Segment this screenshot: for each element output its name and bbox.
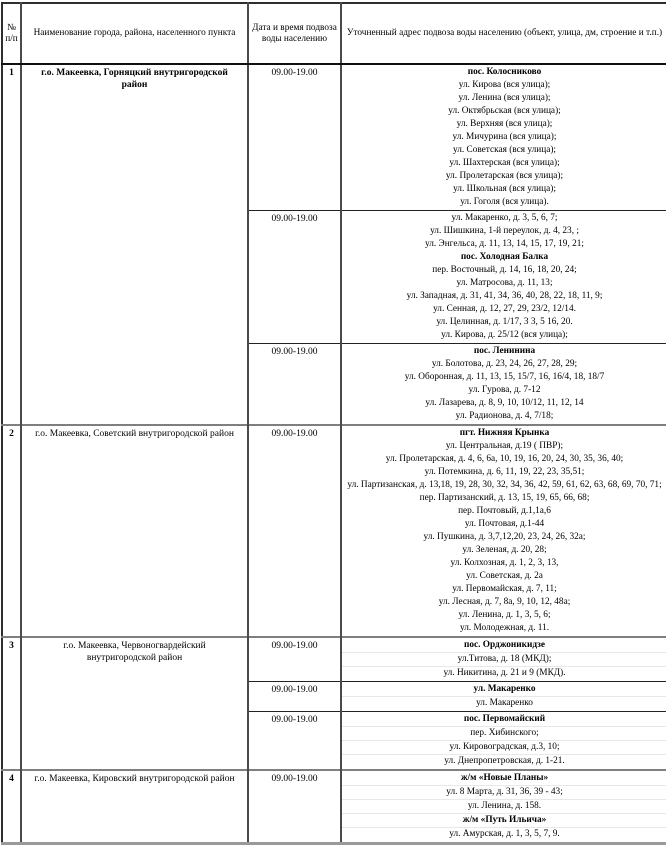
address-line — [342, 238, 666, 251]
table-row — [2, 637, 666, 682]
address-cell — [341, 64, 666, 211]
address-line — [342, 79, 666, 92]
address-line — [342, 264, 666, 277]
address-line — [342, 740, 666, 754]
address-text: ул. Никитина, д. 21 и 9 (МКД). — [443, 668, 566, 678]
address-line — [342, 440, 666, 453]
address-text: ул. Партизанская, д. 13,18, 19, 28, 30, 32, 34, 36, 42, 59, 61, 62, 63, 68, 69, 70, 71; — [347, 480, 662, 490]
address-text: ул. Шахтерская (вся улица); — [449, 158, 560, 168]
time-cell: 09.00-19.00 — [248, 211, 341, 344]
time-cell: 09.00-19.00 — [248, 637, 341, 682]
address-text: ул. Шишкина, 1-й переулок, д. 4, 23, ; — [430, 226, 579, 236]
address-line — [342, 277, 666, 290]
district-name-cell: г.о. Макеевка, Червоногвардейский внутригородской район — [21, 637, 248, 770]
table-body — [2, 64, 666, 844]
address-line — [342, 144, 666, 157]
address-text: ул. Кировоградская, д.3, 10; — [449, 742, 560, 752]
address-line — [342, 384, 666, 397]
address-text: ул. Пушкина, д. 3,7,12,20, 23, 24, 26, 32а; — [423, 532, 586, 542]
address-text: ул. Советская (вся улица); — [452, 145, 557, 155]
address-text: ул. Центральная, д.19 ( ПВР); — [445, 441, 564, 451]
address-line — [342, 196, 666, 209]
time-cell: 09.00-19.00 — [248, 712, 341, 771]
address-text: ул. Лесная, д. 7, 8а, 9, 10, 12, 48а; — [438, 597, 571, 607]
row-number-cell: 1 — [2, 64, 21, 425]
address-text: пос. Орджоникидзе — [463, 640, 546, 650]
row-number-cell: 4 — [2, 770, 21, 844]
address-line — [342, 157, 666, 170]
address-line — [342, 609, 666, 622]
time-cell: 09.00-19.00 — [248, 64, 341, 211]
address-line — [342, 531, 666, 544]
address-text: ул. Гоголя (вся улица). — [460, 197, 549, 207]
address-text: ж/м «Новые Планы» — [460, 773, 549, 783]
address-line — [342, 583, 666, 596]
address-text: ул.Титова, д. 18 (МКД); — [457, 654, 552, 664]
table-row — [2, 770, 666, 844]
address-text: ул. Ленина, д. 1, 3, 5, 6; — [458, 610, 551, 620]
address-text: ул. Сенная, д. 12, 27, 29, 23/2, 12/14. — [433, 304, 576, 314]
address-line — [342, 505, 666, 518]
address-text: ул. Болотова, д. 23, 24, 26, 27, 28, 29; — [431, 359, 578, 369]
time-cell: 09.00-19.00 — [248, 344, 341, 426]
address-line — [342, 183, 666, 196]
address-text: пос. Первомайский — [463, 714, 546, 724]
address-line — [342, 622, 666, 635]
address-line — [342, 303, 666, 316]
address-text: ул. Макаренко, д. 3, 5, 6, 7; — [451, 213, 558, 223]
address-text: ул. Оборонная, д. 11, 13, 15, 15/7, 16, 16/4, 18, 18/7 — [404, 372, 605, 382]
address-line — [342, 557, 666, 570]
address-line — [342, 544, 666, 557]
header-num: № п/п — [2, 3, 21, 64]
address-cell — [341, 770, 666, 844]
address-text: ул. Макаренко — [476, 698, 533, 708]
address-line — [342, 666, 666, 680]
address-text: пгт. Нижняя Крынка — [459, 428, 550, 438]
address-text: ул. Мичурина (вся улица); — [452, 132, 557, 142]
address-text: ул. Пролетарская, д. 4, 6, 6а, 10, 19, 16, 20, 24, 30, 35, 36, 40; — [385, 454, 624, 464]
address-text: ул. Кирова (вся улица); — [458, 80, 551, 90]
address-line — [342, 696, 666, 710]
address-text: пер. Хибинского; — [470, 728, 539, 738]
address-text: ул. Макаренко — [473, 684, 536, 694]
address-line — [342, 212, 666, 225]
address-text: ул. Первомайская, д. 7, 11; — [452, 584, 557, 594]
address-text: пос. Ленинина — [473, 346, 536, 356]
address-line — [342, 652, 666, 666]
settlement-header — [342, 427, 666, 440]
time-cell: 09.00-19.00 — [248, 425, 341, 637]
table-header-row — [2, 3, 666, 64]
settlement-header — [342, 66, 666, 79]
address-text: ж/м «Путь Ильича» — [462, 815, 547, 825]
address-line — [342, 358, 666, 371]
address-line — [342, 410, 666, 423]
address-text: ул. Зеленая, д. 20, 28; — [462, 545, 547, 555]
settlement-header — [342, 251, 666, 264]
district-name-cell: г.о. Макеевка, Кировский внутригородской район — [21, 770, 248, 844]
address-text: пос. Колосниково — [467, 67, 542, 77]
address-line — [342, 492, 666, 505]
address-cell — [341, 425, 666, 637]
address-text: ул. Радионова, д. 4, 7/18; — [455, 411, 554, 421]
address-line — [342, 290, 666, 303]
address-line — [342, 827, 666, 841]
settlement-header — [342, 772, 666, 785]
address-text: ул. Гурова, д. 7-12 — [468, 385, 541, 395]
table-row — [2, 425, 666, 637]
address-text: ул. Советская, д. 2а — [466, 571, 543, 581]
row-number-cell: 3 — [2, 637, 21, 770]
address-line — [342, 479, 666, 492]
header-name: Наименование города, района, населенного пункта — [21, 3, 248, 64]
address-line — [342, 518, 666, 531]
address-cell — [341, 211, 666, 344]
address-cell — [341, 637, 666, 682]
address-line — [342, 785, 666, 799]
district-name-cell: г.о. Макеевка, Советский внутригородской район — [21, 425, 248, 637]
address-line — [342, 105, 666, 118]
address-line — [342, 329, 666, 342]
address-text: ул. Потемкина, д. 6, 11, 19, 22, 23, 35,51; — [424, 467, 585, 477]
address-text: ул. Целинная, д. 1/17, 3 3, 5 16, 20. — [436, 317, 573, 327]
address-line — [342, 799, 666, 813]
address-text: ул. Ленина, д. 158. — [467, 801, 542, 811]
district-name-cell: г.о. Макеевка, Горняцкий внутригородской район — [21, 64, 248, 425]
address-text: ул. Почтовая, д.1-44 — [464, 519, 545, 529]
address-text: ул. Октябрьская (вся улица); — [448, 106, 561, 116]
address-text: ул. Молодежная, д. 11. — [459, 623, 550, 633]
address-line — [342, 92, 666, 105]
address-text: ул. Кирова, д. 25/12 (вся улица); — [441, 330, 568, 340]
row-number-cell: 2 — [2, 425, 21, 637]
table-row — [2, 64, 666, 211]
address-line — [342, 726, 666, 740]
header-address: Уточненный адрес подвоза воды населению (объект, улица, дм, строение и т.п.) — [341, 3, 666, 64]
water-delivery-table — [1, 2, 666, 845]
address-line — [342, 131, 666, 144]
address-line — [342, 170, 666, 183]
address-cell — [341, 344, 666, 426]
address-line — [342, 118, 666, 131]
address-text: ул. Днепропетровская, д. 1-21. — [444, 756, 565, 766]
address-line — [342, 316, 666, 329]
address-text: пер. Партизанский, д. 13, 15, 19, 65, 66, 68; — [419, 493, 590, 503]
settlement-header — [342, 813, 666, 827]
address-line — [342, 371, 666, 384]
address-text: пер. Почтовый, д.1,1а,6 — [458, 506, 551, 516]
address-line — [342, 570, 666, 583]
address-line — [342, 596, 666, 609]
address-cell — [341, 682, 666, 712]
address-line — [342, 225, 666, 238]
address-text: ул. Лазарева, д. 8, 9, 10, 10/12, 11, 12, 14 — [425, 398, 584, 408]
time-cell: 09.00-19.00 — [248, 682, 341, 712]
address-line — [342, 466, 666, 479]
settlement-header — [342, 713, 666, 726]
address-text: пос. Холодная Балка — [460, 252, 549, 262]
address-text: ул. 8 Марта, д. 31, 36, 39 - 43; — [446, 787, 563, 797]
time-cell: 09.00-19.00 — [248, 770, 341, 844]
address-text: ул. Колхозная, д. 1, 2, 3, 13, — [450, 558, 559, 568]
address-text: ул. Верхняя (вся улица); — [456, 119, 553, 129]
header-time: Дата и время подвоза воды населению — [248, 3, 341, 64]
settlement-header — [342, 345, 666, 358]
address-text: ул. Матросова, д. 11, 13; — [456, 278, 553, 288]
address-text: ул. Ленина (вся улица); — [458, 93, 551, 103]
address-text: ул. Школьная (вся улица); — [453, 184, 556, 194]
address-line — [342, 453, 666, 466]
address-line — [342, 754, 666, 768]
settlement-header — [342, 683, 666, 696]
address-line — [342, 397, 666, 410]
address-cell — [341, 712, 666, 771]
address-text: ул. Амурская, д. 1, 3, 5, 7, 9. — [449, 829, 560, 839]
settlement-header — [342, 639, 666, 652]
address-text: ул. Пролетарская (вся улица); — [445, 171, 564, 181]
address-text: пер. Восточный, д. 14, 16, 18, 20, 24; — [432, 265, 577, 275]
address-text: ул. Энгельса, д. 11, 13, 14, 15, 17, 19, 21; — [425, 239, 584, 249]
address-text: ул. Западная, д. 31, 41, 34, 36, 40, 28, 22, 18, 11, 9; — [406, 291, 603, 301]
